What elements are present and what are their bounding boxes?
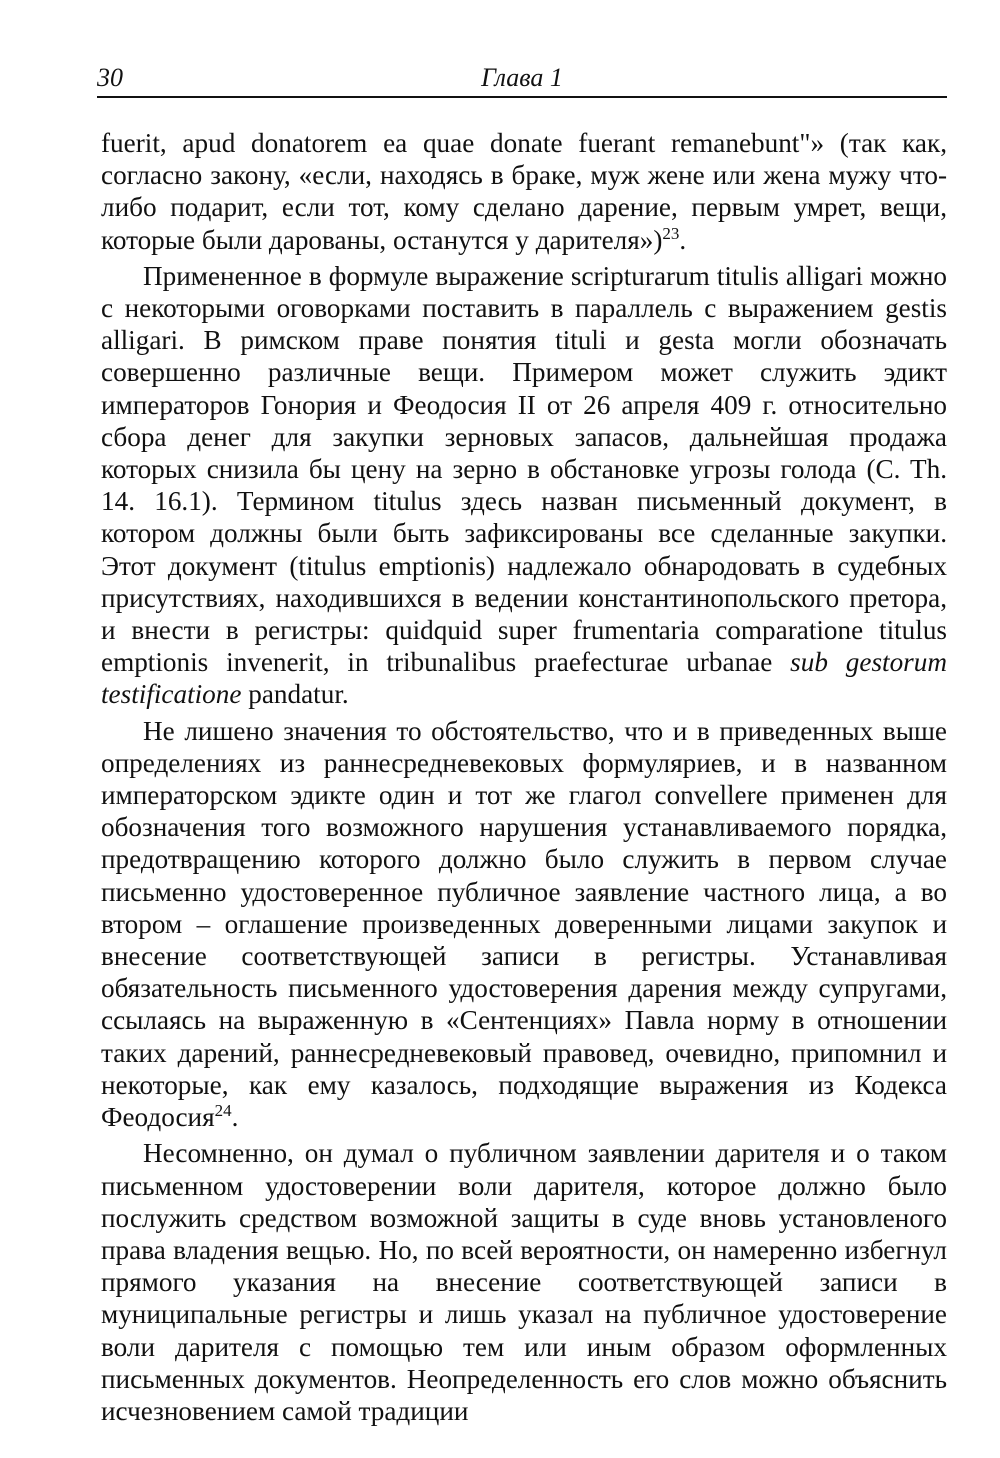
paragraph-3 <box>101 715 947 1134</box>
paragraph-2-text: Примененное в формуле выражение scripturarum titulis alligari можно с некоторыми оговорками поставить в параллель с выражением gestis alligari. В римском праве понятия tituli и gesta могли обозначать совершенно различные вещи. Примером может служить эдикт императоров Гонория и Феодосия II от 26 апреля 409 г. относительно сбора денег для закупки зерновых запасов, дальнейшая продажа которых снизила бы цену на зерно в обстановке угрозы голода (C. Th. 14. 16.1). Термином titulus здесь назван письменный документ, в котором должны были быть зафиксированы все сделанные закупки. Этот документ (titulus emptionis) надлежало обнародовать в судебных присутствиях, находившихся в ведении константинопольского претора, и внести в регистры: quidquid super frumentaria comparatione titulus emptionis invenerit, in tribunalibus praefecturae urbanae <box>101 260 947 678</box>
paragraph-3-text: Не лишено значения то обстоятельство, что и в приведенных выше определениях из раннесредневековых формуляриев, и в названном императорском эдикте один и тот же глагол convellere применен для обозначения того возможного нарушения устанавливаемого порядка, предотвращению которого должно было служить в первом случае письменно удостоверенное публичное заявление частного лица, а во втором – оглашение произведенных доверенными лицами закупок и внесение соответствующей записи в регистры. Устанавливая обязательность письменного удостоверения дарения между супругами, ссылаясь на выраженную в «Сентенциях» Павла норму в отношении таких дарений, раннесредневековый правовед, очевидно, припомнил и некоторые, как ему казалось, подходящие выражения из Кодекса Феодосия <box>101 715 947 1133</box>
header-rule <box>97 96 947 98</box>
paragraph-1-end: . <box>679 224 687 255</box>
chapter-title: Глава 1 <box>481 63 563 92</box>
footnote-ref-24[interactable]: 24 <box>214 1101 232 1121</box>
body-text <box>101 127 947 1431</box>
running-header <box>97 62 947 94</box>
paragraph-4-text: Несомненно, он думал о публичном заявлении дарителя и о таком письменном удостоверении воли дарителя, которое должно было послужить средством возможной защиты в суде вновь установленого права владения вещью. Но, по всей вероятности, он намеренно избегнул прямого указания на внесение соответствующей записи в муниципальные регистры и лишь указал на публичное удостоверение воли дарителя с помощью тем или иным образом оформленных письменных документов. Неопределенность его слов можно объяснить исчезновением самой традиции <box>101 1138 947 1426</box>
paragraph-2 <box>101 260 947 711</box>
paragraph-4 <box>101 1137 947 1427</box>
paragraph-1-text: fuerit, apud donatorem ea quae donate fuerant remanebunt"» (так как, согласно закону, «если, находясь в браке, муж жене или жена мужу что-либо подарит, если тот, кому сделано дарение, первым умрет, вещи, которые были дарованы, останутся у дарителя») <box>101 128 947 255</box>
paragraph-3-end: . <box>231 1102 239 1133</box>
page-number: 30 <box>97 63 123 92</box>
footnote-ref-23[interactable]: 23 <box>662 223 680 243</box>
paragraph-2-end: pandatur. <box>248 679 349 710</box>
paragraph-1 <box>101 127 947 256</box>
paragraph-2-italic-phrase: sub gestorum testificatione <box>101 647 947 710</box>
